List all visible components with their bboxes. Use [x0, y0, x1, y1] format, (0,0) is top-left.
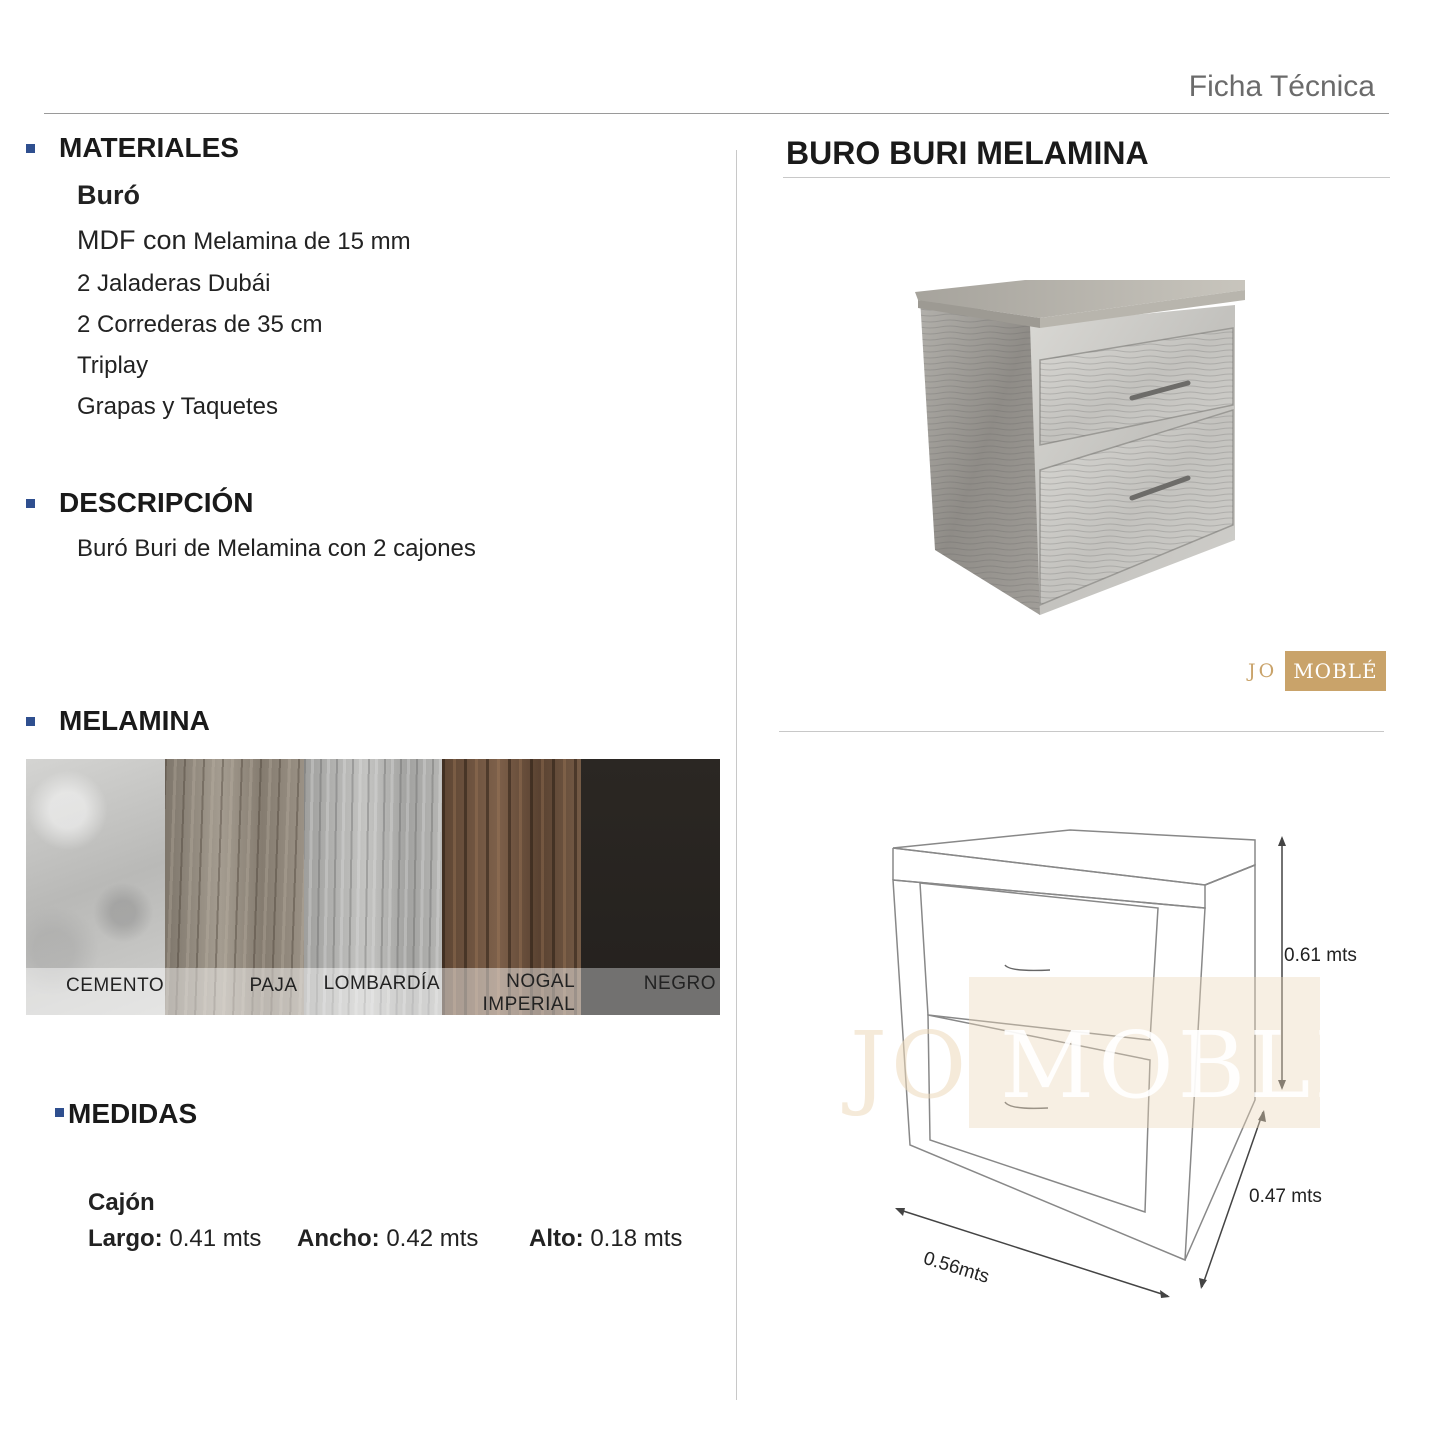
- width-label: 0.56mts: [920, 1248, 992, 1288]
- medidas-subtitle: Cajón: [88, 1189, 155, 1216]
- material-item: 2 Correderas de 35 cm: [77, 311, 323, 338]
- swatch-nogal-imperial: [442, 759, 581, 1015]
- swatch-lombardia: [304, 759, 443, 1015]
- materiales-heading: MATERIALES: [59, 132, 239, 163]
- bullet-icon: [55, 1108, 64, 1117]
- nightstand-side-grain: [920, 298, 1040, 615]
- diagram-top: [893, 830, 1255, 885]
- swatch-label-line: IMPERIAL: [482, 994, 576, 1015]
- material-item: Triplay: [77, 352, 149, 379]
- product-image: [900, 270, 1260, 620]
- column-divider: [736, 150, 737, 1400]
- melamina-heading: MELAMINA: [59, 705, 210, 736]
- descripcion-heading: DESCRIPCIÓN: [59, 487, 254, 518]
- material-item: Grapas y Taquetes: [77, 393, 279, 420]
- descripcion-text: Buró Buri de Melamina con 2 cajones: [77, 535, 476, 562]
- material-melamina: Melamina de 15 mm: [193, 228, 411, 255]
- medidas-heading: MEDIDAS: [68, 1098, 198, 1129]
- swatch-label: NEGRO: [643, 973, 716, 994]
- medida-alto: [529, 1225, 682, 1253]
- alto-value: 0.18 mts: [590, 1225, 683, 1252]
- swatch-label: CEMENTO: [66, 975, 165, 996]
- medida-largo: [88, 1225, 261, 1253]
- brand-logo: [1248, 650, 1386, 691]
- arrow-head: [1278, 836, 1286, 846]
- bullet-icon: [26, 717, 35, 726]
- page-header-title: Ficha Técnica: [1188, 70, 1375, 103]
- bullet-icon: [26, 144, 35, 153]
- diagram-handle: [1005, 965, 1050, 970]
- arrow-head: [895, 1208, 905, 1216]
- depth-label: 0.47 mts: [1249, 1186, 1322, 1207]
- swatch-negro: [581, 759, 720, 1015]
- swatch-label: [482, 970, 575, 1015]
- swatch-label-line: NOGAL: [506, 971, 576, 992]
- diagram-top-edge: [893, 848, 1255, 885]
- swatch-label: LOMBARDÍA: [323, 973, 441, 994]
- ancho-value: 0.42 mts: [386, 1225, 479, 1252]
- alto-label: Alto:: [529, 1225, 584, 1252]
- bullet-icon: [26, 499, 35, 508]
- melamina-swatches: [26, 759, 720, 1015]
- arrow-head: [1199, 1278, 1207, 1289]
- swatch-label: PAJA: [249, 975, 298, 996]
- swatch-cemento: [26, 759, 165, 1015]
- watermark-right: MOBLÉ: [1000, 1012, 1386, 1119]
- material-mdf: MDF con: [77, 225, 187, 255]
- section-divider: [779, 731, 1384, 732]
- brand-logo-right: MOBLÉ: [1285, 651, 1385, 691]
- ancho-label: Ancho:: [297, 1225, 380, 1252]
- product-title-divider: [783, 177, 1390, 178]
- arrow-head: [1160, 1290, 1170, 1298]
- product-title: BURO BURI MELAMINA: [786, 135, 1149, 171]
- medida-ancho: [297, 1225, 478, 1253]
- largo-label: Largo:: [88, 1225, 163, 1252]
- material-item: 2 Jaladeras Dubái: [77, 270, 271, 297]
- material-line-mdf: [77, 225, 411, 256]
- swatch-paja: [165, 759, 304, 1015]
- height-label: 0.61 mts: [1284, 945, 1357, 966]
- largo-value: 0.41 mts: [169, 1225, 262, 1252]
- watermark-left: JO: [850, 1012, 971, 1119]
- brand-logo-left: JO: [1248, 659, 1278, 682]
- header-divider: [44, 113, 1389, 114]
- materiales-subtitle: Buró: [77, 180, 140, 210]
